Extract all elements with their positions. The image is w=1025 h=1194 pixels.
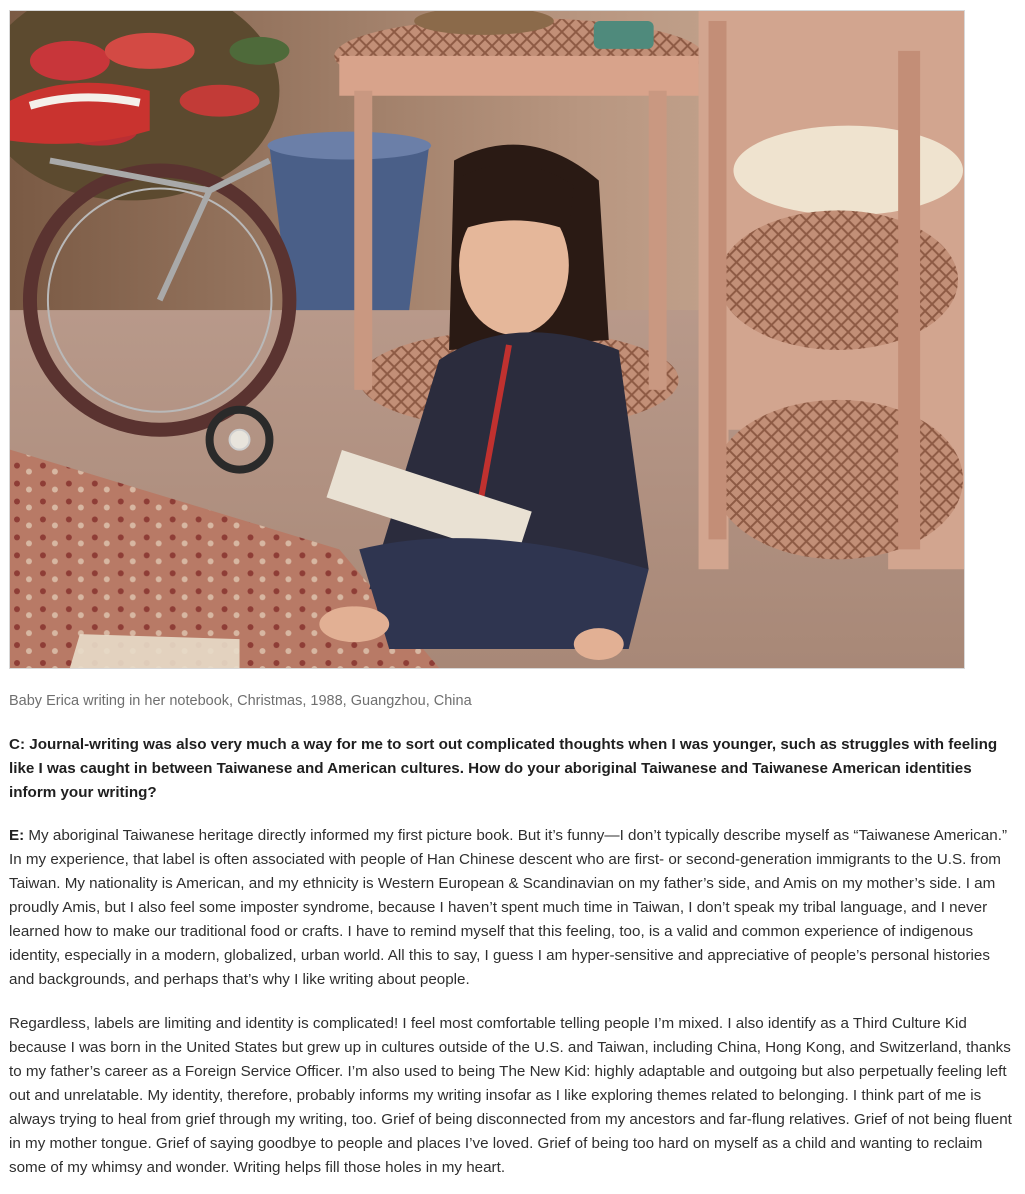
speaker-label: E: bbox=[9, 827, 25, 844]
article-photo bbox=[9, 10, 965, 669]
answer-paragraph-1 bbox=[9, 824, 1012, 992]
answer-paragraph-1-text: My aboriginal Taiwanese heritage directly informed my first picture book. But it’s funny—I don’t typically describe myself as “Taiwanese American.” In my experience, that label is often associated with people of Han Chinese descent who are first- or second-generation immigrants to the U.S. from Taiwan. My nationality is American, and my ethnicity is Western European & Scandinavian on my father’s side, and Amis on my mother’s side. I am proudly Amis, but I also feel some imposter syndrome, because I haven’t spent much time in Taiwan, I don’t speak my tribal language, and I never learned how to make our traditional food or crafts. I have to remind myself that this feeling, too, is a valid and common experience of indigenous identity, especially in a modern, globalized, urban world. All this to say, I guess I am hyper-sensitive and appreciative of people’s personal histories and backgrounds, and perhaps that’s why I like writing about people. bbox=[9, 827, 1008, 988]
photo-illustration bbox=[10, 11, 964, 668]
interview-question: C: Journal-writing was also very much a way for me to sort out complicated thoughts when I was younger, such as struggles with feeling like I was caught in between Taiwanese and American cultures. How do your aboriginal Taiwanese and Taiwanese American identities inform your writing? bbox=[9, 736, 998, 801]
photo-caption: Baby Erica writing in her notebook, Christmas, 1988, Guangzhou, China bbox=[9, 693, 472, 709]
wicker-chair bbox=[699, 11, 964, 569]
answer-paragraph-2: Regardless, labels are limiting and identity is complicated! I feel most comfortable telling people I’m mixed. I also identify as a Third Culture Kid because I was born in the United States but grew up in cultures outside of the U.S. and Taiwan, including China, Hong Kong, and Switzerland, thanks to my father’s career as a Foreign Service Officer. I’m also used to being The New Kid: highly adaptable and outgoing but also perpetually feeling left out and unrelatable. My identity, therefore, probably informs my writing insofar as I like exploring themes related to belonging. I think part of me is always trying to heal from grief through my writing, too. Grief of being disconnected from my ancestors and far-flung relatives. Grief of not being fluent in my mother tongue. Grief of saying goodbye to people and places I’ve loved. Grief of being too hard on myself as a child and wanting to reclaim some of my whimsy and wonder. Writing helps fill those holes in my heart. bbox=[9, 1015, 1012, 1176]
